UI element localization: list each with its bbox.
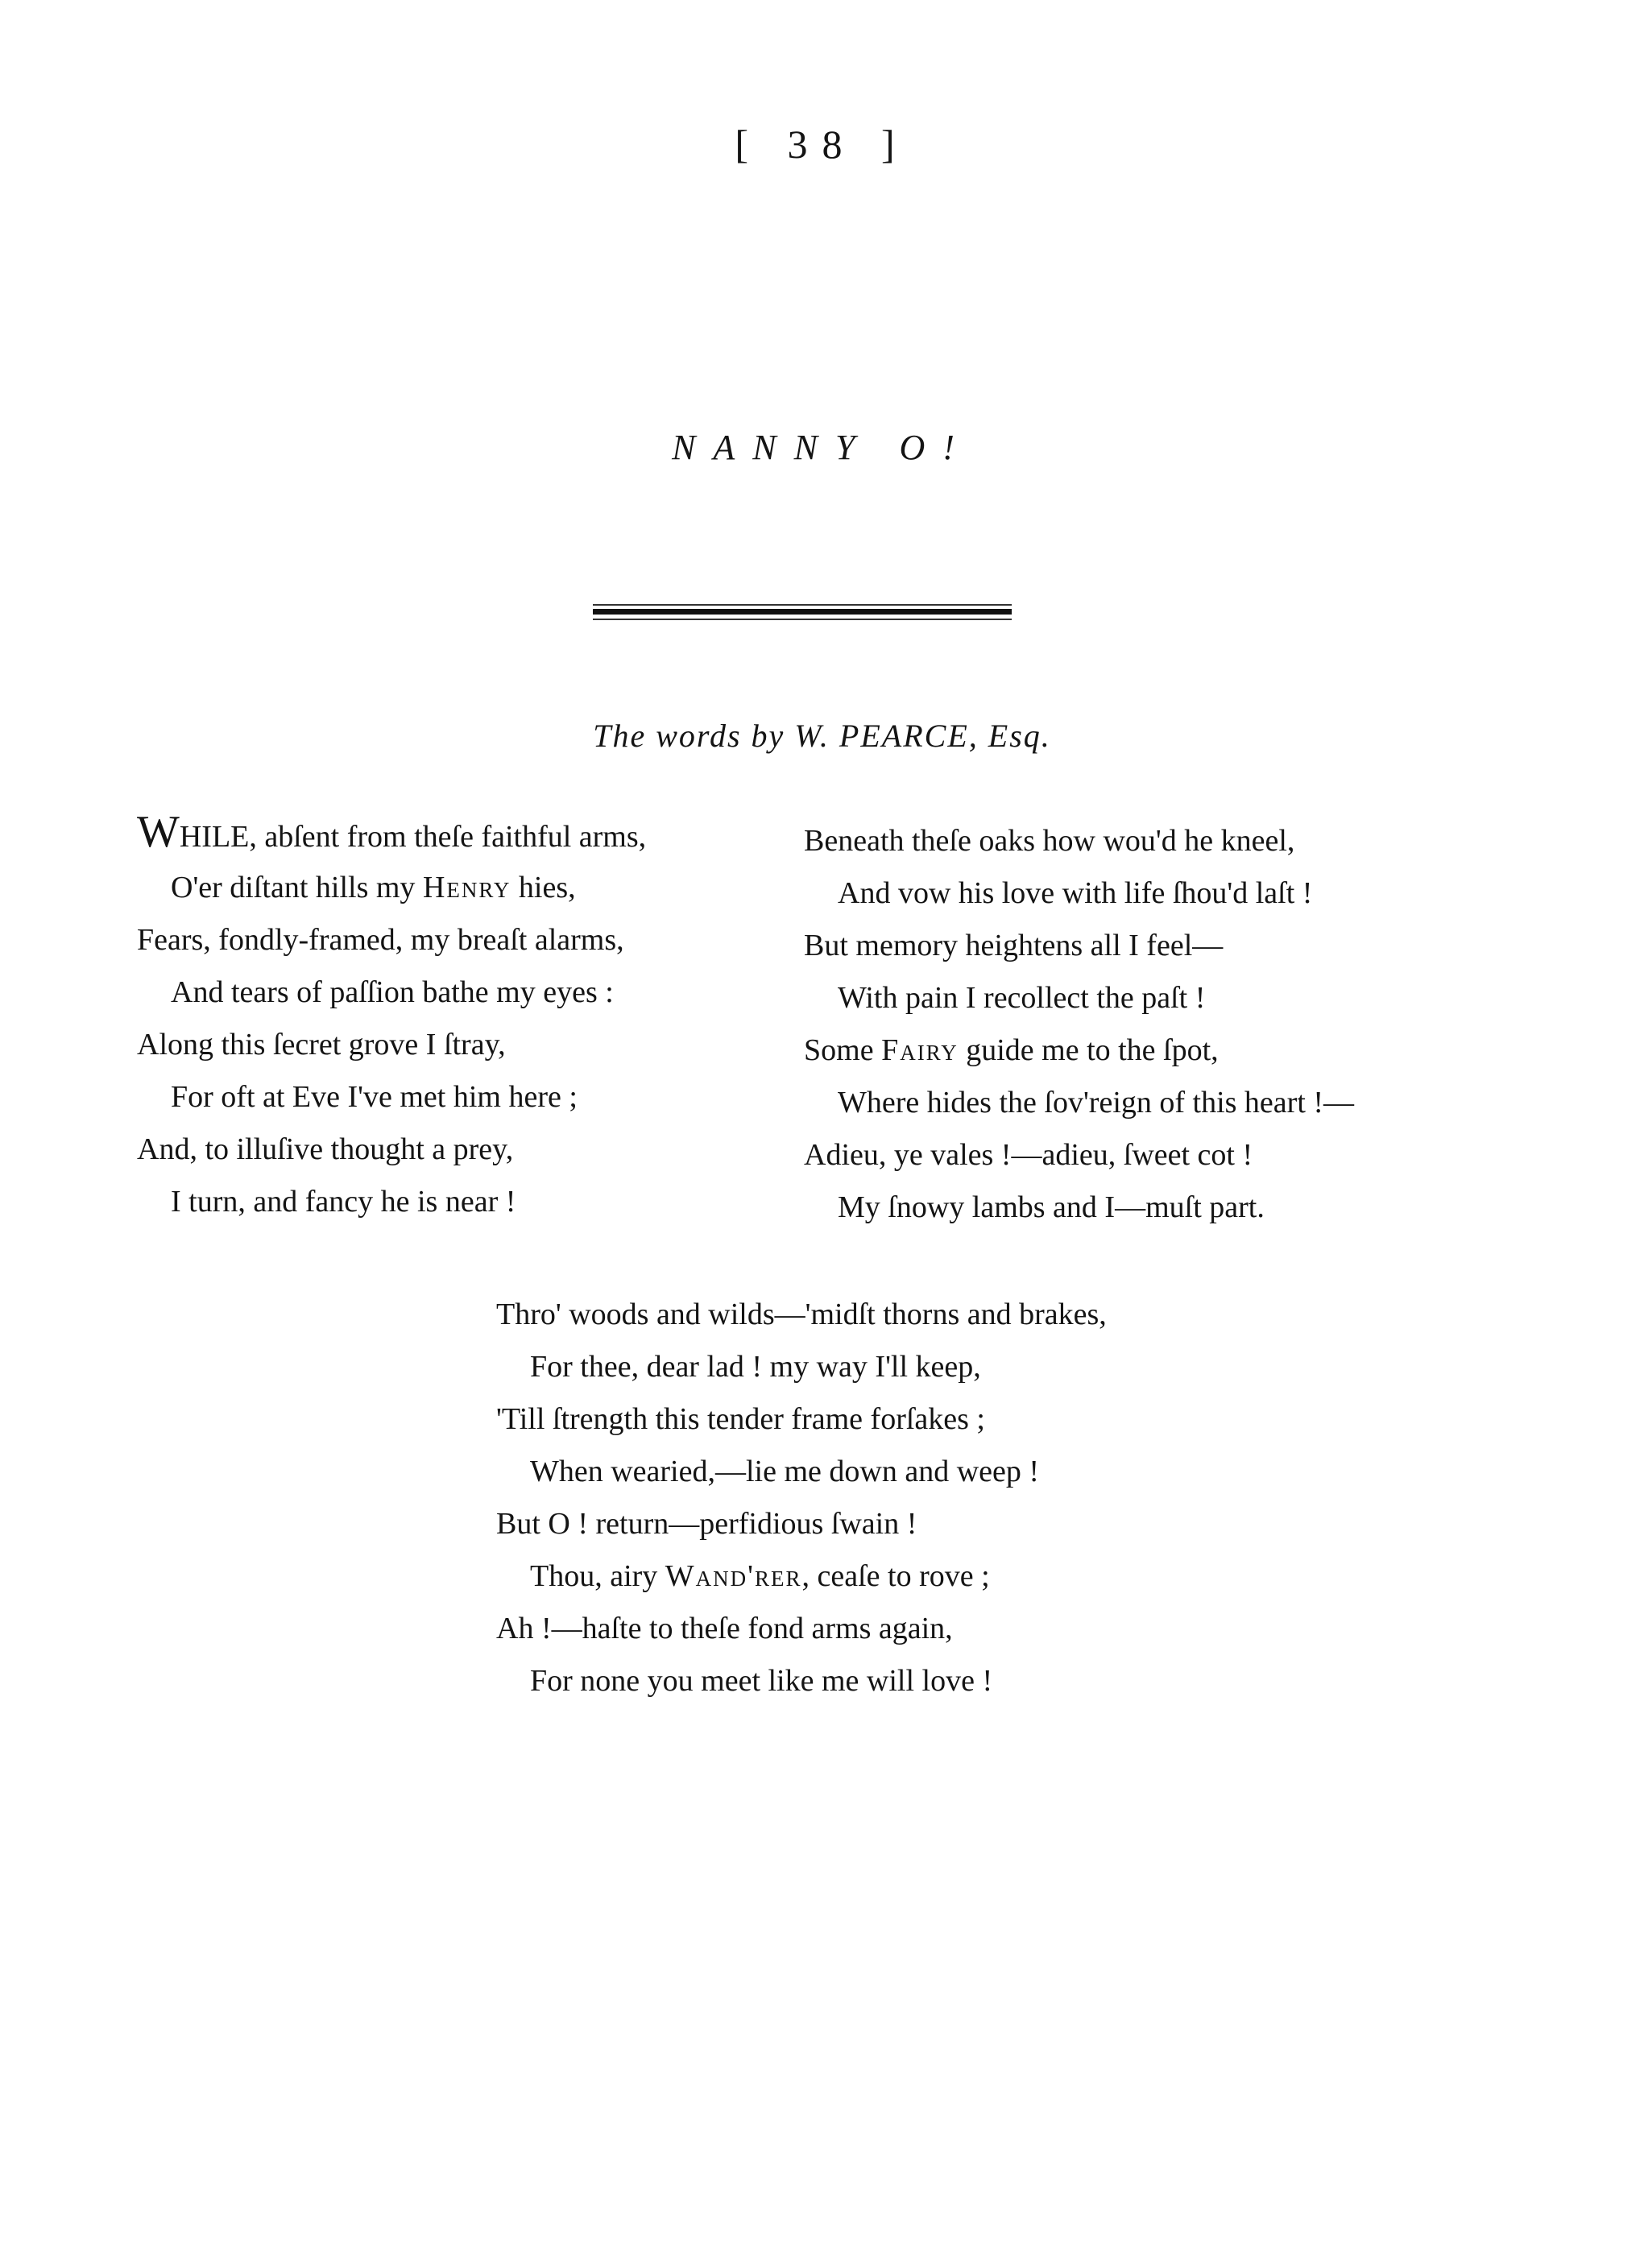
line-text: Beneath theſe oaks how wou'd he kneel, (804, 824, 1295, 858)
line-text: Fears, fondly-framed, my breaſt alarms, (137, 923, 624, 957)
verse-line (496, 1655, 1107, 1707)
poem-title: NANNY O! (672, 428, 972, 467)
verse-line (137, 809, 646, 862)
line-text: When wearied,—lie me down and weep ! (530, 1455, 1040, 1488)
line-text: Along this ſecret grove I ſtray, (137, 1028, 506, 1062)
verse-line (804, 1129, 1354, 1182)
line-text: Some (804, 1033, 882, 1067)
verse-line (137, 1071, 646, 1124)
verse-line (137, 966, 646, 1019)
verse-line (496, 1550, 1107, 1603)
verse-line (804, 1077, 1354, 1129)
line-text: Adieu, ye vales !—adieu, ſweet cot ! (804, 1138, 1253, 1172)
verse-line (496, 1289, 1107, 1341)
verse-line (496, 1446, 1107, 1498)
title-rule-bottom (593, 619, 1012, 620)
line-text: HILE, abſent from theſe faithful arms, (179, 820, 647, 854)
drop-cap: W (137, 807, 180, 857)
line-text: And tears of paſſion bathe my eyes : (171, 975, 614, 1009)
line-text: hies, (511, 871, 576, 904)
verse-line (137, 1176, 646, 1228)
verse-line (804, 815, 1354, 867)
verse-line (804, 972, 1354, 1024)
line-text: Thro' woods and wilds—'midſt thorns and brakes, (496, 1297, 1107, 1331)
line-text: For oft at Eve I've met him here ; (171, 1080, 578, 1114)
verse-line (496, 1341, 1107, 1393)
line-text: guide me to the ſpot, (958, 1033, 1219, 1067)
title-rule-top (593, 604, 1012, 606)
line-text: And vow his love with life ſhou'd laſt ! (838, 876, 1313, 910)
line-text: I turn, and fancy he is near ! (171, 1185, 516, 1219)
small-caps-name: Fairy (881, 1033, 959, 1067)
stanza-3 (496, 1289, 1107, 1707)
stanza-2 (804, 815, 1354, 1234)
page-number: [ 38 ] (735, 122, 909, 167)
verse-line (804, 867, 1354, 920)
line-text: O'er diſtant hills my (171, 871, 423, 904)
line-text: For none you meet like me will love ! (530, 1664, 993, 1698)
line-text: With pain I recollect the paſt ! (838, 981, 1206, 1015)
line-text: But O ! return—perfidious ſwain ! (496, 1507, 917, 1541)
author-byline: The words by W. PEARCE, Esq. (593, 718, 1051, 754)
line-text: But memory heightens all I feel— (804, 929, 1224, 962)
line-text: Where hides the ſov'reign of this heart !— (838, 1086, 1355, 1120)
title-rule-thick (593, 609, 1012, 615)
stanza-1 (137, 809, 646, 1228)
verse-line (496, 1603, 1107, 1655)
line-text: And, to illuſive thought a prey, (137, 1132, 514, 1166)
verse-line (137, 1019, 646, 1071)
small-caps-name: Henry (422, 871, 511, 904)
line-text: , ceaſe to rove ; (801, 1559, 990, 1593)
verse-line (496, 1498, 1107, 1550)
small-caps-name: Wand'rer (665, 1559, 802, 1593)
line-text: Ah !—haſte to theſe fond arms again, (496, 1612, 953, 1645)
line-text: 'Till ſtrength this tender frame forſakes ; (496, 1402, 985, 1436)
verse-line (496, 1393, 1107, 1446)
line-text: Thou, airy (530, 1559, 665, 1593)
verse-line (137, 862, 646, 914)
verse-line (804, 920, 1354, 972)
verse-line (804, 1024, 1354, 1077)
verse-line (137, 914, 646, 966)
line-text: My ſnowy lambs and I—muſt part. (838, 1190, 1265, 1224)
verse-line (804, 1182, 1354, 1234)
line-text: For thee, dear lad ! my way I'll keep, (530, 1350, 981, 1384)
verse-line (137, 1124, 646, 1176)
